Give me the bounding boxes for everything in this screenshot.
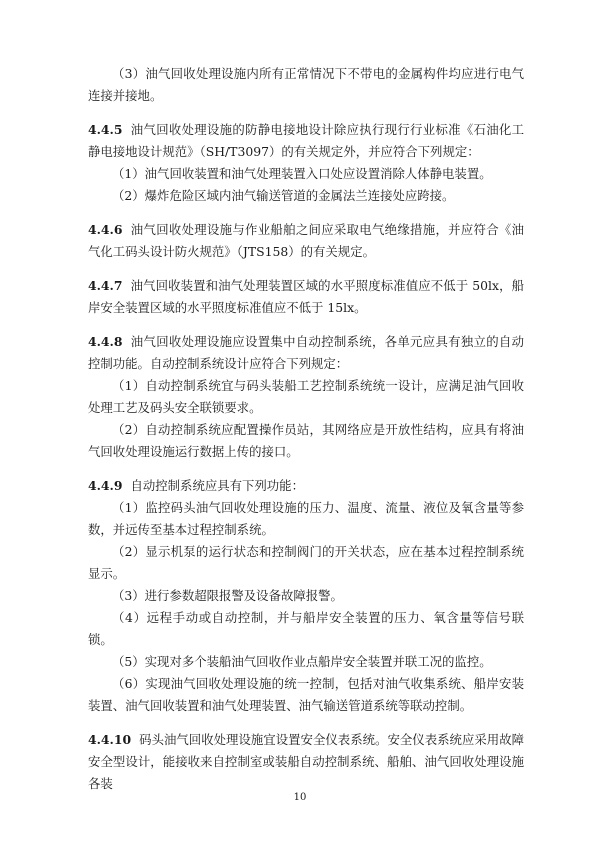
section-text: 油气回收处理设施与作业船舶之间应采取电气绝缘措施，并应符合《油气化工码头设计防火规范》（JTS158）的有关规定。: [88, 222, 524, 259]
section-text: 码头油气回收处理设施宜设置安全仪表系统。安全仪表系统应采用故障安全型设计，能接收来自控制室或装船自动控制系统、船舶、油气回收处理设施各装: [88, 732, 524, 791]
list-item: （3）进行参数超限报警及设备故障报警。: [112, 588, 343, 603]
list-item: （2）爆炸危险区域内油气输送管道的金属法兰连接处应跨接。: [112, 188, 455, 203]
section-4-4-10: [88, 729, 524, 795]
section-number: 4.4.9: [88, 478, 123, 493]
list-item: （4）远程手动或自动控制，并与船岸安全装置的压力、氧含量等信号联锁。: [88, 610, 524, 647]
document-body: [88, 63, 524, 795]
section-4-4-8: [88, 331, 524, 375]
paragraph: （3）油气回收处理设施内所有正常情况下不带电的金属构件均应进行电气连接并接地。: [88, 66, 524, 103]
section-text: 油气回收处理设施应设置集中自动控制系统，各单元应具有独立的自动控制功能。自动控制系统设计应符合下列规定：: [88, 334, 524, 371]
section-4-4-7: [88, 275, 524, 319]
section-4-4-5: [88, 119, 524, 163]
section-number: 4.4.6: [88, 222, 123, 237]
section-4-4-9: [88, 475, 524, 497]
section-number: 4.4.5: [88, 122, 123, 137]
section-number: 4.4.8: [88, 334, 123, 349]
section-number: 4.4.7: [88, 278, 123, 293]
list-item: （1）油气回收装置和油气处理装置入口处应设置消除人体静电装置。: [112, 166, 492, 181]
list-item: （2）显示机泵的运行状态和控制阀门的开关状态，应在基本过程控制系统显示。: [88, 544, 524, 581]
list-item: （1）自动控制系统宜与码头装船工艺控制系统统一设计，应满足油气回收处理工艺及码头安全联锁要求。: [88, 378, 524, 415]
page-number: 10: [293, 792, 307, 803]
list-item: （1）监控码头油气回收处理设施的压力、温度、流量、液位及氧含量等参数，并远传至基本过程控制系统。: [88, 500, 524, 537]
list-item: （5）实现对多个装船油气回收作业点船岸安全装置并联工况的监控。: [112, 654, 492, 669]
section-number: 4.4.10: [88, 732, 132, 747]
list-item: （2）自动控制系统应配置操作员站，其网络应是开放性结构，应具有将油气回收处理设施运行数据上传的接口。: [88, 422, 524, 459]
section-text: 油气回收处理设施的防静电接地设计除应执行现行行业标准《石油化工静电接地设计规范》（SH/T3097）的有关规定外，并应符合下列规定：: [88, 122, 524, 159]
section-text: 油气回收装置和油气处理装置区域的水平照度标准值应不低于 50lx，船岸安全装置区域的水平照度标准值应不低于 15lx。: [88, 278, 524, 315]
section-text: 自动控制系统应具有下列功能：: [130, 478, 304, 493]
section-4-4-6: [88, 219, 524, 263]
list-item: （6）实现油气回收处理设施的统一控制，包括对油气收集系统、船岸安装装置、油气回收装置和油气处理装置、油气输送管道系统等联动控制。: [88, 676, 524, 713]
